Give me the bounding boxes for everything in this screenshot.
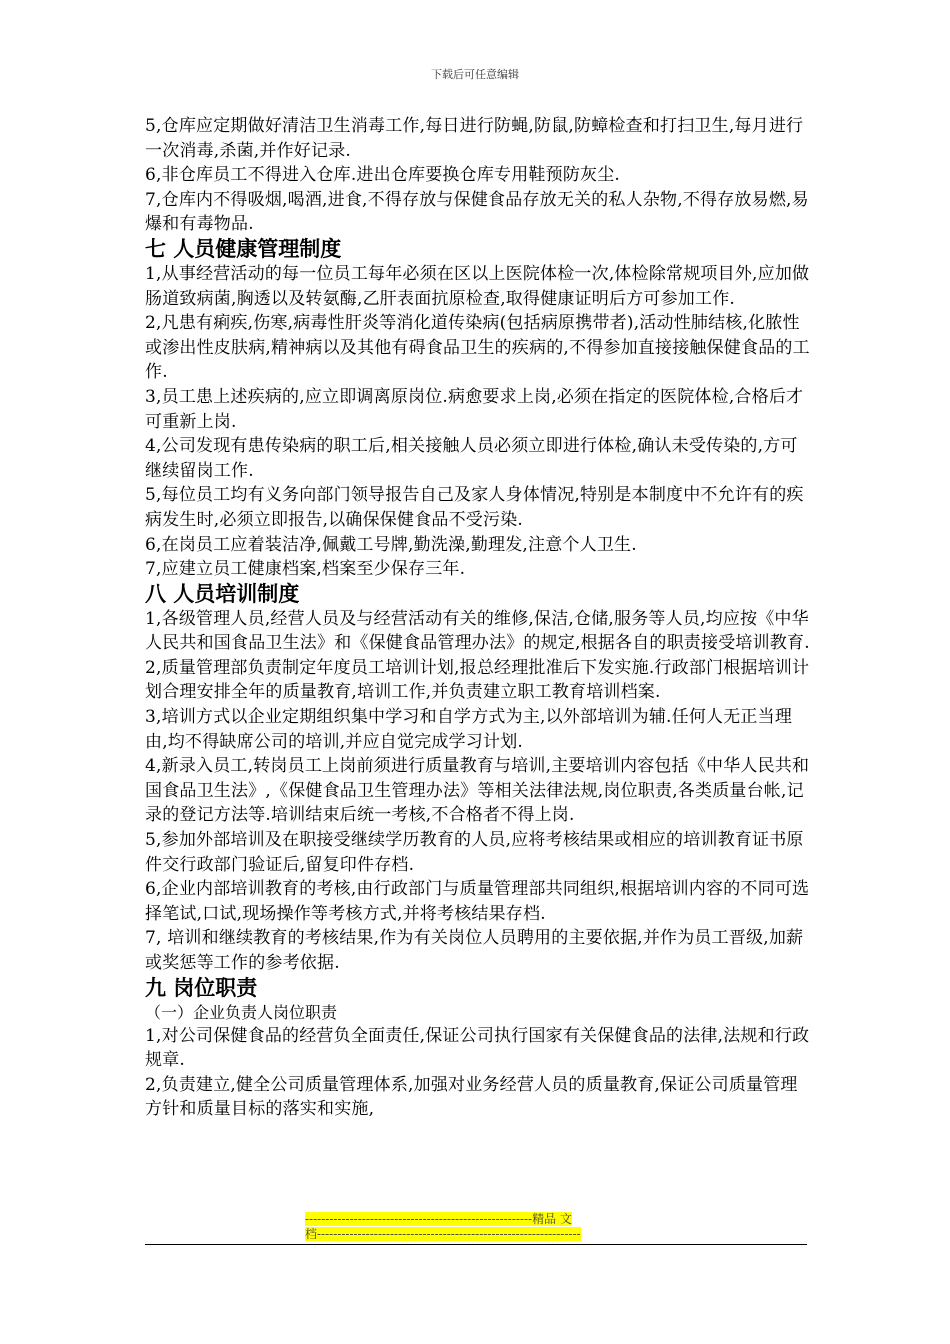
intro-item-6: 6,非仓库员工不得进入仓库.进出仓库要换仓库专用鞋预防灰尘. xyxy=(145,165,621,186)
section-8-item: 4,新录入员工,转岗员工上岗前须进行质量教育与培训,主要培训内容包括《中华人民共和国食品卫生法》,《保健食品卫生管理办法》等相关法律法规,岗位职责,各类质量台帐,记录的登记方法等.培训结束后统一考核,不合格者不得上岗. xyxy=(145,756,810,826)
section-7-title: 七 人员健康管理制度 xyxy=(145,236,342,261)
footer-line-2: 档----------------------------------------------------------------- xyxy=(305,1227,581,1241)
footer-watermark xyxy=(305,1212,645,1242)
section-9-subtitle: （一）企业负责人岗位职责 xyxy=(145,1002,338,1022)
footer-line-1: --------------------------------------------------------精品 文 xyxy=(305,1212,572,1226)
section-9-item: 2,负责建立,健全公司质量管理体系,加强对业务经营人员的质量教育,保证公司质量管理方针和质量目标的落实和实施, xyxy=(145,1074,798,1120)
section-8-item: 6,企业内部培训教育的考核,由行政部门与质量管理部共同组织,根据培训内容的不同可选择笔试,口试,现场操作等考核方式,并将考核结果存档. xyxy=(145,879,810,924)
section-8-item: 7, 培训和继续教育的考核结果,作为有关岗位人员聘用的主要依据,并作为员工晋级,加薪或奖惩等工作的参考依据. xyxy=(145,928,804,973)
section-7-item: 7,应建立员工健康档案,档案至少保存三年. xyxy=(145,559,466,580)
section-9-item: 1,对公司保健食品的经营负全面责任,保证公司执行国家有关保健食品的法律,法规和行政规章. xyxy=(145,1025,810,1071)
page-header: 下载后可任意编辑 xyxy=(431,68,519,81)
document-body xyxy=(145,114,810,1122)
intro-item-7: 7,仓库内不得吸烟,喝酒,进食,不得存放与保健食品存放无关的私人杂物,不得存放易燃,易爆和有毒物品. xyxy=(145,189,809,235)
section-7-item: 3,员工患上述疾病的,应立即调离原岗位.病愈要求上岗,必须在指定的医院体检,合格后才可重新上岗. xyxy=(145,386,804,432)
section-7-item: 4,公司发现有患传染病的职工后,相关接触人员必须立即进行体检,确认未受传染的,方可继续留岗工作. xyxy=(145,436,798,481)
section-7-item: 6,在岗员工应着装洁净,佩戴工号牌,勤洗澡,勤理发,注意个人卫生. xyxy=(145,534,637,555)
section-9-title: 九 岗位职责 xyxy=(145,975,258,1000)
section-8-item: 2,质量管理部负责制定年度员工培训计划,报总经理批准后下发实施.行政部门根据培训计划合理安排全年的质量教育,培训工作,并负责建立职工教育培训档案. xyxy=(145,657,810,703)
footer-divider xyxy=(145,1244,807,1245)
intro-item-5: 5,仓库应定期做好清洁卫生消毒工作,每日进行防蝇,防鼠,防蟑检查和打扫卫生,每月进行一次消毒,杀菌,并作好记录. xyxy=(145,116,804,161)
section-8-item: 1,各级管理人员,经营人员及与经营活动有关的维修,保洁,仓储,服务等人员,均应按《中华人民共和国食品卫生法》和《保健食品管理办法》的规定,根据各自的职责接受培训教育. xyxy=(145,608,810,654)
section-8-title: 八 人员培训制度 xyxy=(145,581,300,606)
section-8-item: 3,培训方式以企业定期组织集中学习和自学方式为主,以外部培训为辅.任何人无正当理由,均不得缺席公司的培训,并应自觉完成学习计划. xyxy=(145,707,793,752)
section-7-item: 2,凡患有痢疾,伤寒,病毒性肝炎等消化道传染病(包括病原携带者),活动性肺结核,化脓性或渗出性皮肤病,精神病以及其他有碍食品卫生的疾病的,不得参加直接接触保健食品的工作. xyxy=(145,313,810,383)
section-7-item: 1,从事经营活动的每一位员工每年必须在区以上医院体检一次,体检除常规项目外,应加做肠道致病菌,胸透以及转氨酶,乙肝表面抗原检查,取得健康证明后方可参加工作. xyxy=(145,263,810,309)
section-7-item: 5,每位员工均有义务向部门领导报告自己及家人身体情况,特别是本制度中不允许有的疾病发生时,必须立即报告,以确保保健食品不受污染. xyxy=(145,485,804,530)
section-8-item: 5,参加外部培训及在职接受继续学历教育的人员,应将考核结果或相应的培训教育证书原件交行政部门验证后,留复印件存档. xyxy=(145,830,804,875)
